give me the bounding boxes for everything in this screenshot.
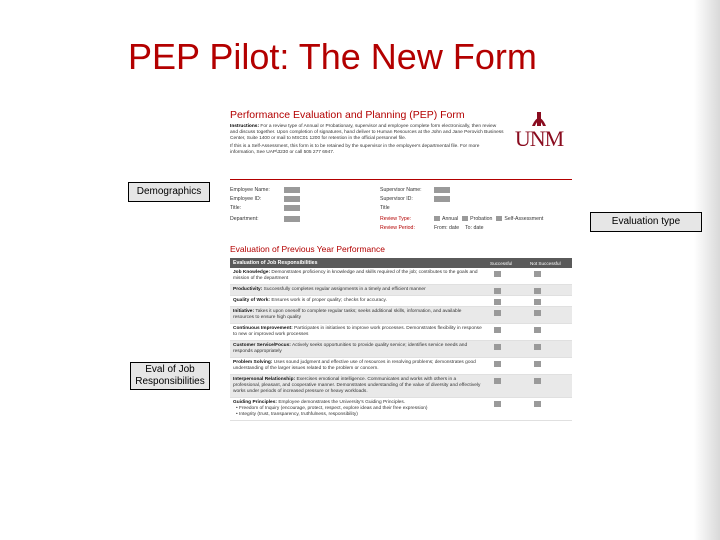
review-to[interactable]: To: date <box>465 224 484 231</box>
successful-checkbox[interactable] <box>494 271 501 277</box>
field-supervisor-id[interactable]: Supervisor ID: <box>380 195 450 202</box>
successful-checkbox[interactable] <box>494 344 501 350</box>
slide-title: PEP Pilot: The New Form <box>128 36 537 77</box>
callout-evaluation-type: Evaluation type <box>590 212 702 232</box>
row-text: Ensures work is of proper quality; checks for accuracy. <box>271 298 387 303</box>
callout-eval-job-line1: Eval of Job <box>145 364 195 375</box>
table-row <box>230 358 572 375</box>
self-assessment-text: If this is a Self-Assessment, this form is to be retained by the supervisor in the employee's departmental file. For more information, See UAP\3230 or call 505 277 6947. <box>230 143 480 155</box>
table-row <box>230 285 572 296</box>
field-employee-name[interactable]: Employee Name: <box>230 186 300 193</box>
form-title: Performance Evaluation and Planning (PEP) Form <box>230 109 465 121</box>
row-text: Participates in initiatives to improve work processes. Demonstrates flexibility in response to new or improved work processes <box>233 326 482 337</box>
not-successful-checkbox[interactable] <box>534 288 541 294</box>
review-type-label: Review Type: <box>380 215 412 222</box>
row-label: Productivity: <box>233 287 263 292</box>
evaluation-section-title: Evaluation of Previous Year Performance <box>230 244 385 254</box>
row-text: Employee demonstrates the University's Guiding Principles. <box>278 400 406 405</box>
review-type-probation[interactable]: Probation <box>462 216 492 222</box>
table-row <box>230 268 572 285</box>
instructions-label: Instructions: <box>230 124 260 129</box>
row-text: Uses sound judgment and effective use of resources in resolving problems; demonstrates good understanding of the larger issues related to the problem or concern. <box>233 360 476 371</box>
row-label: Initiative: <box>233 309 255 314</box>
review-period-label: Review Period: <box>380 224 415 231</box>
table-row <box>230 398 572 421</box>
field-supervisor-title: Title <box>380 204 390 211</box>
instructions-text: For a review type of Annual or Probationary, supervisor and employee complete form electronically, then review and discuss together. Upon completion of signatures, hand deliver to Human Resources at the John and Jane Perovich Business Center, Suite 1400 or mail to MSC01 1200 for retention in the official personnel file. <box>230 124 504 142</box>
successful-checkbox[interactable] <box>494 310 501 316</box>
not-successful-checkbox[interactable] <box>534 378 541 384</box>
pep-form-image <box>224 104 576 540</box>
table-row <box>230 375 572 398</box>
review-type-annual[interactable]: Annual <box>434 216 458 222</box>
review-period-row <box>380 224 484 231</box>
row-bullet: • Integrity (trust, transparency, truthfulness, responsibility) <box>236 412 358 417</box>
field-supervisor-name[interactable]: Supervisor Name: <box>380 186 450 193</box>
demographics-fields <box>230 184 572 236</box>
row-bullet: • Freedom of Inquiry (encourage, protect, respect, explore ideas and their free expression) <box>236 406 428 411</box>
col-successful: Successful <box>490 260 513 266</box>
form-instructions <box>230 124 505 156</box>
row-text: Successfully completes regular assignments in a timely and efficient manner <box>263 287 426 292</box>
not-successful-checkbox[interactable] <box>534 299 541 305</box>
not-successful-checkbox[interactable] <box>534 327 541 333</box>
callout-eval-job <box>130 362 210 390</box>
successful-checkbox[interactable] <box>494 299 501 305</box>
row-text: Demonstrates proficiency in knowledge and skills required of the job; contributes to the goals and mission of the department <box>233 270 478 281</box>
row-text: Exercises emotional intelligence. Communicates and works with others in a professional, pleasant, and cooperative manner. Demonstrates understanding of the value of diversity and effectively works under periods of increased pressure or heavy workloads. <box>233 377 481 394</box>
job-responsibilities-table <box>230 258 572 421</box>
unm-logo-text: UNM <box>514 126 564 151</box>
callout-eval-job-line2: Responsibilities <box>135 376 205 387</box>
row-label: Interpersonal Relationship: <box>233 377 296 382</box>
row-text: Actively seeks opportunities to provide quality service; identifies service needs and responds appropriately <box>233 343 468 354</box>
table-header-title: Evaluation of Job Responsibilities <box>233 260 318 266</box>
form-divider <box>230 179 572 180</box>
review-type-self-assessment[interactable]: Self-Assessment <box>496 216 543 222</box>
successful-checkbox[interactable] <box>494 327 501 333</box>
field-title[interactable]: Title: <box>230 204 300 211</box>
not-successful-checkbox[interactable] <box>534 310 541 316</box>
review-from[interactable]: From: date <box>434 224 460 231</box>
row-label: Customer Service/Focus: <box>233 343 291 348</box>
successful-checkbox[interactable] <box>494 288 501 294</box>
row-label: Problem Solving: <box>233 360 273 365</box>
table-row <box>230 296 572 307</box>
successful-checkbox[interactable] <box>494 378 501 384</box>
field-employee-id[interactable]: Employee ID: <box>230 195 300 202</box>
unm-logo-icon <box>508 108 570 128</box>
not-successful-checkbox[interactable] <box>534 361 541 367</box>
successful-checkbox[interactable] <box>494 401 501 407</box>
table-row <box>230 341 572 358</box>
table-row <box>230 307 572 324</box>
successful-checkbox[interactable] <box>494 361 501 367</box>
review-type-row <box>380 215 547 222</box>
unm-logo <box>508 108 570 154</box>
slide-edge-shadow <box>694 0 720 540</box>
row-label: Job Knowledge: <box>233 270 271 275</box>
callout-demographics: Demographics <box>128 182 210 202</box>
table-header <box>230 258 572 268</box>
row-label: Guiding Principles: <box>233 400 277 405</box>
not-successful-checkbox[interactable] <box>534 344 541 350</box>
row-label: Quality of Work: <box>233 298 270 303</box>
col-not-successful: Not Successful <box>530 260 561 266</box>
row-text: Takes it upon oneself to complete regular tasks; seeks additional skills, information, and available resources to ensure high quality <box>233 309 462 320</box>
field-department[interactable]: Department: <box>230 215 300 222</box>
table-row <box>230 324 572 341</box>
not-successful-checkbox[interactable] <box>534 271 541 277</box>
row-label: Continuous Improvement: <box>233 326 293 331</box>
not-successful-checkbox[interactable] <box>534 401 541 407</box>
